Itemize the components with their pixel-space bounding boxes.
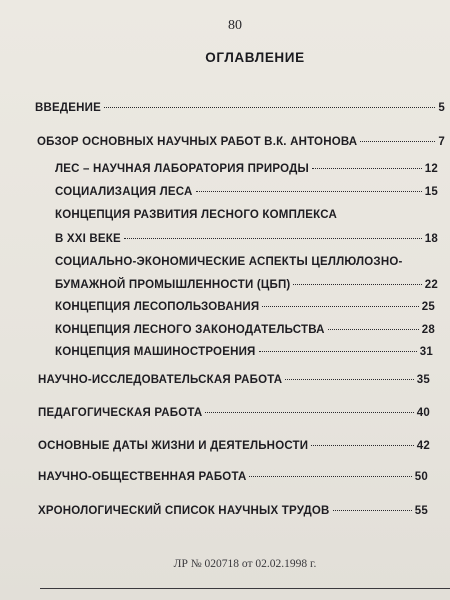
toc-entry	[55, 163, 438, 175]
toc-entry-page: 40	[416, 407, 430, 419]
toc-entry-page: 55	[414, 505, 428, 517]
toc-entry-page: 22	[424, 279, 438, 291]
toc-entry-title: КОНЦЕПЦИЯ МАШИНОСТРОЕНИЯ	[55, 346, 256, 358]
toc-entry-page: 12	[424, 163, 438, 175]
toc-entry-title: КОНЦЕПЦИЯ ЛЕСОПОЛЬЗОВАНИЯ	[55, 301, 260, 313]
publication-license: ЛР № 020718 от 02.02.1998 г.	[173, 558, 317, 570]
dot-leader	[293, 284, 421, 285]
toc-entry	[38, 407, 430, 419]
toc-entry	[38, 440, 430, 452]
dot-leader	[285, 379, 414, 380]
toc-entry-page: 7	[438, 136, 445, 148]
dot-leader	[205, 412, 413, 413]
toc-entry-title: НАУЧНО-ИССЛЕДОВАТЕЛЬСКАЯ РАБОТА	[38, 374, 283, 386]
toc-entry	[35, 102, 445, 114]
toc-entry	[38, 505, 428, 517]
toc-entry-page: 50	[414, 471, 428, 483]
toc-entry-title: НАУЧНО-ОБЩЕСТВЕННАЯ РАБОТА	[38, 471, 247, 483]
toc-entry-title: ХРОНОЛОГИЧЕСКИЙ СПИСОК НАУЧНЫХ ТРУДОВ	[38, 505, 330, 517]
toc-entry-title-line: КОНЦЕПЦИЯ РАЗВИТИЯ ЛЕСНОГО КОМПЛЕКСА	[55, 209, 337, 221]
page-number: 80	[228, 18, 242, 33]
toc-entry-title: ПЕДАГОГИЧЕСКАЯ РАБОТА	[38, 407, 203, 419]
dot-leader	[360, 141, 435, 142]
toc-entry-page: 25	[421, 301, 435, 313]
toc-entry-page: 15	[424, 186, 438, 198]
dot-leader	[259, 351, 417, 352]
toc-title: ОГЛАВЛЕНИЕ	[205, 50, 305, 65]
toc-entry	[55, 346, 433, 358]
toc-entry	[55, 324, 435, 336]
toc-entry-title: ОСНОВНЫЕ ДАТЫ ЖИЗНИ И ДЕЯТЕЛЬНОСТИ	[38, 440, 309, 452]
dot-leader	[333, 510, 412, 511]
dot-leader	[104, 107, 435, 108]
dot-leader	[249, 476, 411, 477]
dot-leader	[311, 445, 414, 446]
toc-entry	[38, 471, 428, 483]
toc-entry-page: 42	[416, 440, 430, 452]
dot-leader	[124, 238, 422, 239]
toc-entry	[55, 233, 438, 245]
toc-entry-page: 18	[424, 233, 438, 245]
toc-entry	[55, 301, 435, 313]
toc-entry-title: БУМАЖНОЙ ПРОМЫШЛЕННОСТИ (ЦБП)	[55, 279, 291, 291]
toc-entry-title: ОБЗОР ОСНОВНЫХ НАУЧНЫХ РАБОТ В.К. АНТОНОВА	[37, 136, 358, 148]
toc-entry	[37, 136, 445, 148]
toc-entry-title: ВВЕДЕНИЕ	[35, 102, 101, 114]
dot-leader	[312, 168, 422, 169]
toc-entry-title-line: СОЦИАЛЬНО-ЭКОНОМИЧЕСКИЕ АСПЕКТЫ ЦЕЛЛЮЛОЗНО-	[55, 256, 403, 268]
toc-entry-page: 35	[416, 374, 430, 386]
toc-entry-page: 28	[421, 324, 435, 336]
dot-leader	[328, 329, 419, 330]
toc-entry-title: В XXI ВЕКЕ	[55, 233, 121, 245]
dot-leader	[262, 306, 419, 307]
footer-rule	[40, 588, 450, 589]
toc-entry-title: КОНЦЕПЦИЯ ЛЕСНОГО ЗАКОНОДАТЕЛЬСТВА	[55, 324, 325, 336]
toc-entry-page: 5	[438, 102, 445, 114]
toc-entry	[55, 279, 438, 291]
toc-entry	[38, 374, 430, 386]
toc-entry	[55, 186, 438, 198]
toc-entry-title: ЛЕС – НАУЧНАЯ ЛАБОРАТОРИЯ ПРИРОДЫ	[55, 163, 309, 175]
toc-entry-title: СОЦИАЛИЗАЦИЯ ЛЕСА	[55, 186, 193, 198]
toc-entry-page: 31	[419, 346, 433, 358]
dot-leader	[196, 191, 422, 192]
